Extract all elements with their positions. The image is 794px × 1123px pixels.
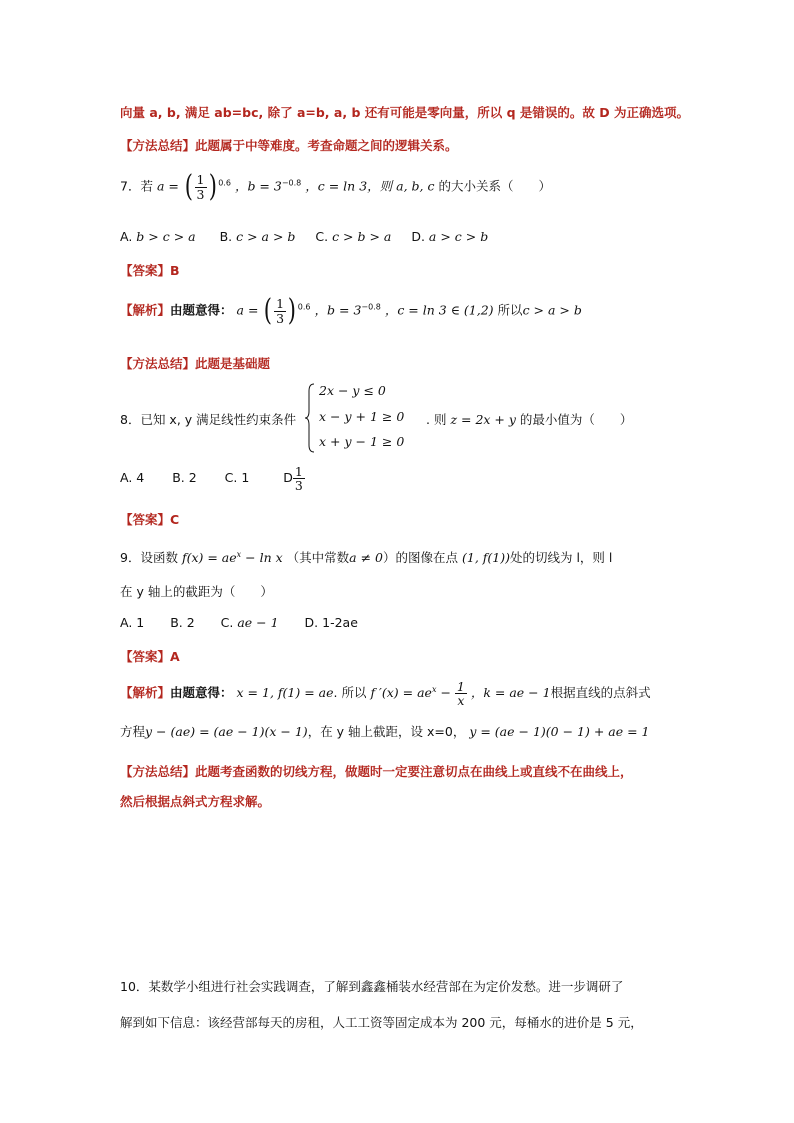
q7-b-part: ，b = 3	[234, 178, 282, 194]
question-8-options	[120, 465, 305, 492]
q8-mid: . 则	[426, 412, 447, 427]
q9-expl2-m1: y − (ae) = (ae − 1)(x − 1)	[145, 724, 308, 739]
q7-a-eq: a =	[156, 178, 179, 194]
q9-expl-m1: x = 1, f(1) = ae	[236, 685, 334, 701]
q8-option-b: B. 2	[172, 470, 197, 486]
q9-paren-end: ）的图像在点	[382, 550, 458, 565]
q8-constraint-2: x − y + 1 ≥ 0	[319, 409, 405, 424]
q8-tail: 的最小值为（ ）	[519, 412, 633, 427]
q9-expl-frac-den: x	[457, 693, 465, 709]
q9-answer	[120, 647, 180, 665]
question-8-lead: 8．已知 x, y 满足线性约束条件	[120, 412, 297, 427]
q7-option-b-label: B.	[219, 229, 233, 244]
q7-option-a-label: A.	[120, 229, 133, 244]
q9-expl2-mid: ，在 y 轴上截距，设 x=0，	[307, 724, 466, 739]
q7-summary-text: 此题是基础题	[195, 356, 271, 371]
q7-vars: a, b, c	[396, 178, 435, 194]
q8-option-a: A. 4	[120, 470, 145, 486]
q7-c-part: ，c = ln 3，则	[305, 178, 393, 194]
q7-explanation-tag: 【解析】	[120, 302, 171, 318]
q9-function-exp: x	[236, 549, 242, 559]
q7-option-c: c > b > a	[332, 229, 392, 244]
q9-option-b: B. 2	[170, 615, 195, 630]
q7-expl-frac-den: 3	[276, 310, 285, 326]
q8-constraint-3: x + y − 1 ≥ 0	[319, 434, 405, 449]
q8-answer-value: C	[170, 512, 180, 527]
q9-expl2-lead: 方程	[120, 724, 146, 739]
previous-explanation-text: 向量 a, b, 满足 ab=bc, 除了 a=b, a, b 还有可能是零向量，所以 q 是错误的。故 D 为正确选项。	[120, 105, 689, 120]
q9-lead: 9．设函数	[120, 550, 178, 565]
q7-answer-tag: 【答案】	[120, 263, 171, 278]
q9-expl-tail: 根据直线的点斜式	[550, 685, 651, 701]
q7-explanation: 【解析】由题意得： a = ( $\frac{1}{3}$ ) $^{0.6}$ ，$b = 3^{-0.8}$ ，c = ln 3 ∈ (1,2) 所以c > a > b	[120, 293, 582, 328]
q7-answer-value: B	[170, 263, 180, 278]
q8-option-c: C. 1	[224, 470, 250, 486]
question-9-options	[120, 615, 358, 630]
q7-expl-frac-num: 1	[276, 296, 285, 312]
q9-paren: （其中常数	[286, 550, 350, 565]
question-10-line-1: 10．某数学小组进行社会实践调查，了解到鑫鑫桶装水经营部在为定价发愁。进一步调研了	[120, 979, 624, 994]
q9-expl-so: . 所以	[333, 685, 367, 701]
q7-expl-result: c > a > b	[522, 302, 582, 318]
q7-expl-a: a =	[236, 302, 259, 318]
q8-answer-tag: 【答案】	[120, 512, 171, 527]
q8-objective	[426, 410, 632, 428]
q8-constraint-1: 2x − y ≤ 0	[319, 383, 386, 398]
q7-summary-tag: 【方法总结】	[120, 356, 196, 371]
q9-function: f(x) = ae	[181, 550, 237, 565]
q7-method-summary	[120, 354, 270, 372]
q9-condition: a ≠ 0	[349, 550, 383, 565]
q7-exp-a: 0.6	[218, 178, 231, 188]
q9-expl-frac-num: 1	[456, 679, 465, 694]
q9-option-d: D. 1-2ae	[304, 615, 358, 630]
question-7-number: 7．若	[120, 178, 153, 194]
q9-line-2: 在 y 轴上的截距为（ ）	[120, 584, 273, 599]
q9-answer-value: A	[170, 649, 180, 664]
q7-option-b: c > a > b	[236, 229, 296, 244]
q9-answer-tag: 【答案】	[120, 649, 171, 664]
q7-frac-den: 3	[196, 186, 205, 202]
q9-expl-m2: f ′(x) = ae	[370, 685, 432, 701]
question-7: 7．若 a = ( $\frac{1}{3}$ ) $^{0.6}$ ，$b = 3^{-0.8}$ ，c = ln 3，则 a, b, c 的大小关系（ ）	[120, 169, 551, 204]
q8-z-expr: z = 2x + y	[450, 412, 516, 427]
q7-explanation-lead: 由题意得：	[170, 302, 233, 318]
q7-expl-exp-b: −0.8	[361, 302, 381, 312]
q7-expl-so: 所以	[497, 302, 523, 318]
q7-expl-c: ，c = ln 3 ∈ (1,2)	[384, 302, 494, 318]
q9-method-summary-line-2: 然后根据点斜式方程求解。	[120, 794, 271, 809]
question-9	[120, 548, 612, 566]
q9-expl2-m2: y = (ae − 1)(0 − 1) + ae = 1	[469, 724, 650, 739]
q9-after-point: 处的切线为 l，则 l	[509, 550, 613, 565]
q7-expl-exp-a: 0.6	[297, 302, 311, 312]
q7-tail: 的大小关系（ ）	[438, 178, 551, 194]
q9-option-a: A. 1	[120, 615, 145, 630]
q7-expl-b: ，b = 3	[314, 302, 362, 318]
q7-option-d-label: D.	[411, 229, 425, 244]
q7-frac-num: 1	[196, 172, 205, 188]
previous-method-summary: 【方法总结】此题属于中等难度。考查命题之间的逻辑关系。	[120, 138, 458, 153]
q9-point: (1, f(1))	[461, 550, 510, 565]
q8-answer	[120, 510, 179, 528]
q7-option-c-label: C.	[315, 229, 329, 244]
q9-explanation	[120, 680, 651, 707]
q8-option-d-den: 3	[294, 478, 303, 494]
q7-option-d: a > c > b	[428, 229, 489, 244]
q9-method-summary-line-1: 【方法总结】此题考查函数的切线方程，做题时一定要注意切点在曲线上或直线不在曲线上，	[120, 764, 633, 779]
q7-option-a: b > c > a	[136, 229, 196, 244]
q9-expl-m2-exp: x	[431, 684, 437, 694]
question-7-options	[120, 229, 488, 244]
question-10-line-2: 解到如下信息：该经营部每天的房租，人工工资等固定成本为 200 元，每桶水的进价是 5 元，	[120, 1015, 643, 1030]
q8-option-d-label: D	[283, 470, 293, 486]
q9-explanation-line-2	[120, 722, 650, 740]
q9-explanation-lead: 由题意得：	[170, 685, 233, 701]
q9-option-c: ae − 1	[237, 615, 279, 630]
q9-expl-m2-minus: −	[436, 685, 451, 701]
q9-expl-m3: ，k = ae − 1	[470, 685, 551, 701]
q8-option-d-num: 1	[294, 464, 303, 479]
q7-answer	[120, 261, 180, 279]
q9-option-c-label: C.	[220, 615, 234, 630]
q9-explanation-tag: 【解析】	[120, 685, 171, 701]
q9-function-tail: − ln x	[241, 550, 283, 565]
q7-exp-b: −0.8	[281, 178, 302, 188]
left-brace-icon	[305, 383, 315, 453]
